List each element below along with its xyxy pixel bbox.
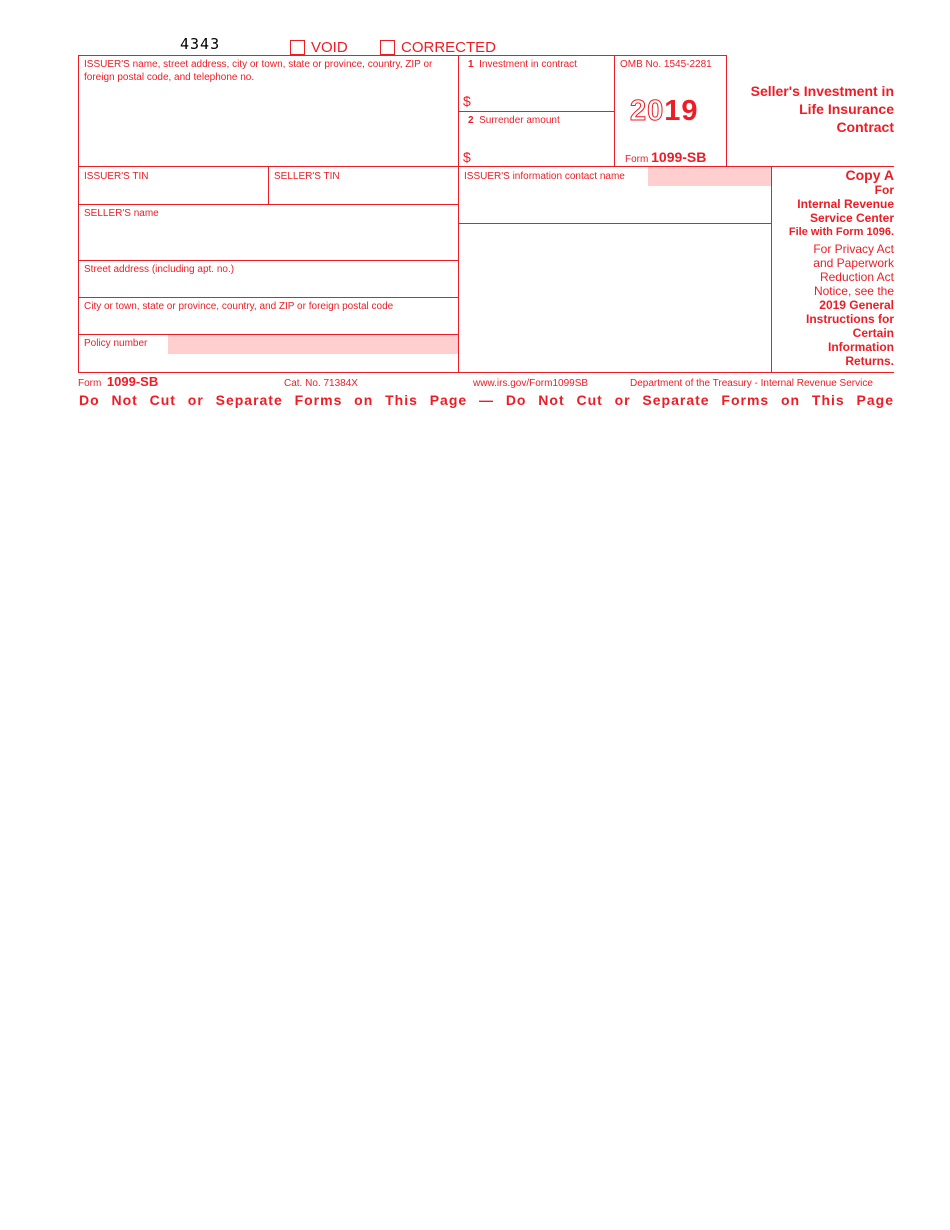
box2-label: Surrender amount (479, 115, 560, 126)
box1-label: Investment in contract (479, 59, 577, 70)
corrected-checkbox[interactable] (380, 38, 496, 56)
copy-irs-line1: Internal Revenue (797, 197, 894, 211)
issuer-tin-field[interactable]: ISSUER'S TIN (84, 171, 149, 182)
copy-for: For (874, 183, 894, 197)
copy-instr-line3: Certain (852, 326, 894, 340)
box1-dollar-sign: $ (463, 93, 471, 109)
box2-number: 2 (468, 115, 474, 126)
form-title-line1: Seller's Investment in (750, 83, 894, 99)
form-word: Form (625, 154, 649, 165)
copy-irs-line2: Service Center (809, 211, 894, 225)
copy-privacy-line2: and Paperwork (813, 256, 894, 270)
footer-department: Department of the Treasury - Internal Revenue Service (630, 378, 873, 389)
do-not-cut-notice: Do Not Cut or Separate Forms on This Page — Do Not Cut or Separate Forms on This Page (79, 392, 894, 408)
form-title-line2: Life Insurance (799, 101, 894, 117)
void-label: VOID (311, 38, 348, 56)
copy-a-panel (772, 167, 894, 368)
copy-instr-line5: Returns. (845, 354, 894, 368)
omb-number: OMB No. 1545-2281 (620, 59, 712, 70)
corrected-label: CORRECTED (401, 38, 497, 56)
policy-number-field[interactable]: Policy number (84, 338, 148, 349)
form-title (728, 82, 894, 136)
form-id-header (625, 149, 706, 165)
copy-privacy-line4: Notice, see the (813, 284, 894, 298)
box2-surrender-amount[interactable] (468, 114, 560, 127)
copy-instr-line4: Information (828, 340, 894, 354)
copy-instr-line2: Instructions for (805, 312, 894, 326)
tax-year-prefix: 20 (630, 95, 665, 127)
copy-a-heading: Copy A (845, 167, 894, 183)
footer-cat-no: Cat. No. 71384X (284, 378, 358, 389)
issuer-name-field[interactable]: ISSUER'S name, street address, city or town, state or province, country, ZIP or foreign postal code, and telephone no. (84, 59, 433, 83)
tax-year (630, 95, 699, 128)
box1-number: 1 (468, 59, 474, 70)
box2-dollar-sign: $ (463, 149, 471, 165)
footer-form-number: 1099-SB (106, 374, 159, 389)
form-number: 1099-SB (651, 149, 707, 165)
tax-year-suffix: 19 (664, 95, 699, 127)
copy-privacy-line3: Reduction Act (819, 270, 894, 284)
footer-form-id (78, 374, 158, 389)
void-checkbox-box[interactable] (290, 40, 305, 55)
copy-privacy-line1: For Privacy Act (813, 242, 894, 256)
issuer-contact-name-field[interactable]: ISSUER'S information contact name (464, 171, 625, 182)
copy-instr-line1: 2019 General (819, 298, 894, 312)
policy-number-shade (168, 335, 458, 354)
form-code: 4343 (180, 35, 221, 53)
city-state-zip-field[interactable]: City or town, state or province, country, and ZIP or foreign postal code (84, 301, 394, 312)
box1-investment-in-contract[interactable] (468, 58, 577, 71)
void-checkbox[interactable] (290, 38, 348, 56)
seller-name-field[interactable]: SELLER'S name (84, 208, 159, 219)
copy-file-with: File with Form 1096. (788, 226, 894, 238)
contact-name-shade (648, 167, 771, 186)
seller-tin-field[interactable]: SELLER'S TIN (274, 171, 340, 182)
corrected-checkbox-box[interactable] (380, 40, 395, 55)
street-address-field[interactable]: Street address (including apt. no.) (84, 264, 235, 275)
footer-url[interactable]: www.irs.gov/Form1099SB (473, 378, 589, 389)
form-title-line3: Contract (836, 119, 894, 135)
footer-form-word: Form (78, 378, 102, 389)
